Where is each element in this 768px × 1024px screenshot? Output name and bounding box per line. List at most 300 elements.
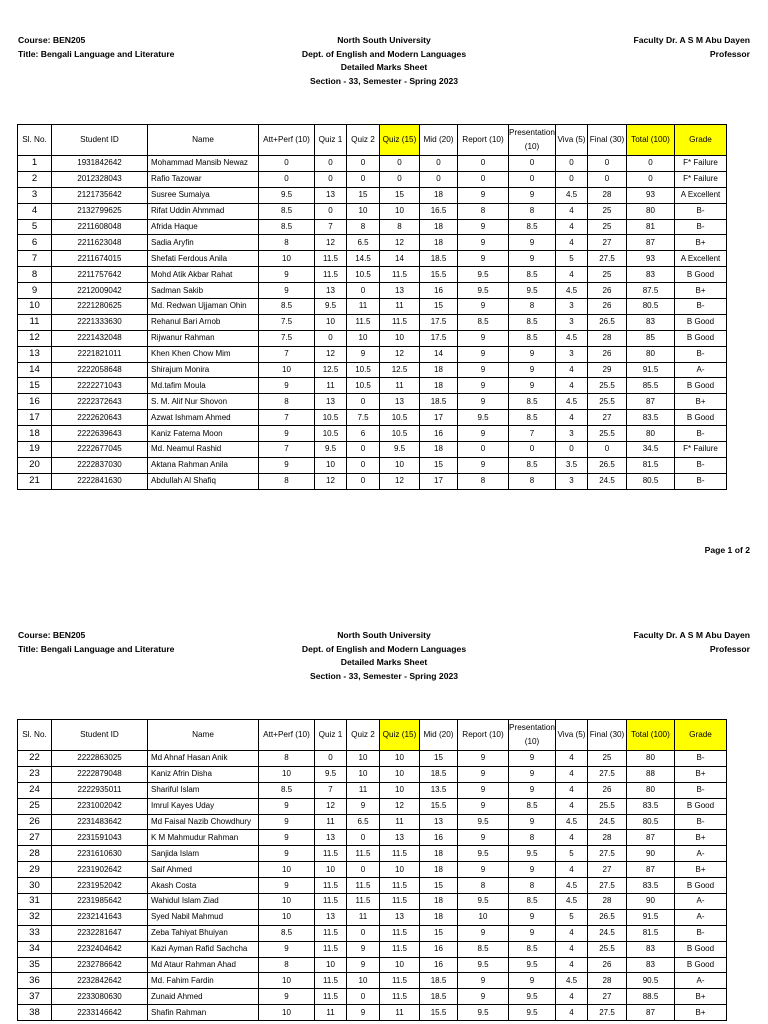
course-code: Course: BEN205	[18, 35, 86, 45]
cell-report: 9	[458, 925, 509, 941]
cell-grade: B+	[675, 766, 727, 782]
header-row	[18, 720, 727, 751]
cell-quiz-1: 7	[315, 782, 347, 798]
cell-sl-no: 37	[18, 989, 52, 1005]
cell-final: 25	[588, 751, 627, 767]
cell-quiz-2: 9	[347, 798, 380, 814]
cell-student-id: 2231591043	[52, 830, 148, 846]
cell-sl-no: 5	[18, 219, 52, 235]
cell-quiz-2: 11.5	[347, 314, 380, 330]
cell-student-name: Syed Nabil Mahmud	[148, 909, 259, 925]
cell-quiz-1: 11	[315, 1005, 347, 1021]
cell-sl-no: 10	[18, 299, 52, 315]
cell-student-id: 2222677045	[52, 442, 148, 458]
cell-total: 80.5	[627, 473, 675, 489]
cell-att-perf: 10	[259, 362, 315, 378]
cell-quiz-1: 10.5	[315, 426, 347, 442]
cell-mid: 15	[420, 751, 458, 767]
cell-grade: B+	[675, 830, 727, 846]
department-name: Dept. of English and Modern Languages	[301, 643, 467, 654]
cell-presentation: 8.5	[509, 894, 556, 910]
cell-presentation: 8.5	[509, 219, 556, 235]
cell-final: 26	[588, 346, 627, 362]
cell-report: 9	[458, 989, 509, 1005]
cell-viva: 4	[556, 766, 588, 782]
column-header-quiz-best: Quiz (15)	[380, 125, 420, 156]
cell-quiz-1: 11.5	[315, 894, 347, 910]
cell-sl-no: 26	[18, 814, 52, 830]
cell-presentation: 8.5	[509, 457, 556, 473]
cell-mid: 16	[420, 426, 458, 442]
cell-grade: B+	[675, 862, 727, 878]
cell-att-perf: 7	[259, 442, 315, 458]
cell-student-name: Sanjida Islam	[148, 846, 259, 862]
cell-student-name: Shefati Ferdous Anila	[148, 251, 259, 267]
cell-student-id: 2211623048	[52, 235, 148, 251]
cell-student-id: 2232842642	[52, 973, 148, 989]
cell-final: 0	[588, 171, 627, 187]
cell-report: 0	[458, 156, 509, 172]
cell-mid: 18	[420, 378, 458, 394]
cell-viva: 5	[556, 251, 588, 267]
cell-quiz-best: 11.5	[380, 973, 420, 989]
cell-student-name: Susree Sumaiya	[148, 187, 259, 203]
cell-presentation: 8	[509, 203, 556, 219]
cell-quiz-1: 0	[315, 156, 347, 172]
cell-viva: 4	[556, 941, 588, 957]
cell-student-name: Abdullah Al Shafiq	[148, 473, 259, 489]
table-row	[18, 973, 727, 989]
cell-presentation: 8.5	[509, 330, 556, 346]
table-row	[18, 1005, 727, 1021]
cell-mid: 16	[420, 957, 458, 973]
cell-viva: 4	[556, 235, 588, 251]
table-row	[18, 957, 727, 973]
cell-mid: 18	[420, 442, 458, 458]
cell-student-name: Shariful Islam	[148, 782, 259, 798]
column-header-final: Final (30)	[588, 720, 627, 751]
cell-mid: 13.5	[420, 782, 458, 798]
cell-final: 0	[588, 442, 627, 458]
cell-quiz-2: 0	[347, 283, 380, 299]
table-row	[18, 782, 727, 798]
cell-presentation: 9	[509, 925, 556, 941]
cell-sl-no: 14	[18, 362, 52, 378]
cell-student-id: 2221333630	[52, 314, 148, 330]
cell-quiz-1: 7	[315, 219, 347, 235]
cell-quiz-1: 10	[315, 457, 347, 473]
cell-quiz-2: 9	[347, 1005, 380, 1021]
cell-att-perf: 9	[259, 878, 315, 894]
cell-presentation: 8.5	[509, 394, 556, 410]
column-header-report: Report (10)	[458, 125, 509, 156]
cell-att-perf: 0	[259, 156, 315, 172]
cell-sl-no: 4	[18, 203, 52, 219]
cell-sl-no: 15	[18, 378, 52, 394]
cell-report: 9	[458, 457, 509, 473]
column-header-quiz-2: Quiz 2	[347, 720, 380, 751]
cell-quiz-1: 0	[315, 751, 347, 767]
cell-viva: 4	[556, 1005, 588, 1021]
table-row	[18, 426, 727, 442]
cell-grade: B Good	[675, 267, 727, 283]
cell-grade: A-	[675, 846, 727, 862]
cell-report: 8	[458, 203, 509, 219]
cell-mid: 0	[420, 171, 458, 187]
cell-quiz-1: 0	[315, 330, 347, 346]
cell-quiz-best: 12	[380, 473, 420, 489]
cell-total: 90	[627, 846, 675, 862]
cell-att-perf: 9	[259, 426, 315, 442]
cell-viva: 4	[556, 798, 588, 814]
cell-grade: B-	[675, 473, 727, 489]
column-header-mid: Mid (20)	[420, 125, 458, 156]
cell-att-perf: 8.5	[259, 782, 315, 798]
cell-total: 83.5	[627, 798, 675, 814]
cell-att-perf: 10	[259, 251, 315, 267]
cell-sl-no: 6	[18, 235, 52, 251]
cell-grade: B+	[675, 394, 727, 410]
cell-att-perf: 9	[259, 989, 315, 1005]
cell-final: 29	[588, 362, 627, 378]
column-header-viva: Viva (5)	[556, 125, 588, 156]
cell-quiz-2: 0	[347, 925, 380, 941]
cell-quiz-best: 15	[380, 187, 420, 203]
cell-presentation: 8.5	[509, 314, 556, 330]
cell-student-name: Aktana Rahman Anila	[148, 457, 259, 473]
cell-presentation: 7	[509, 426, 556, 442]
cell-sl-no: 18	[18, 426, 52, 442]
cell-quiz-best: 11.5	[380, 925, 420, 941]
cell-report: 9	[458, 251, 509, 267]
table-row	[18, 283, 727, 299]
cell-quiz-1: 11.5	[315, 251, 347, 267]
cell-quiz-2: 9	[347, 941, 380, 957]
cell-grade: B Good	[675, 957, 727, 973]
cell-student-name: Mohammad Mansib Newaz	[148, 156, 259, 172]
cell-quiz-2: 10	[347, 766, 380, 782]
cell-final: 24.5	[588, 925, 627, 941]
cell-att-perf: 7	[259, 346, 315, 362]
cell-report: 0	[458, 171, 509, 187]
department-name: Dept. of English and Modern Languages	[301, 48, 467, 59]
cell-sl-no: 8	[18, 267, 52, 283]
cell-student-name: Sadia Aryfin	[148, 235, 259, 251]
cell-student-name: Afrida Haque	[148, 219, 259, 235]
cell-viva: 4	[556, 362, 588, 378]
cell-quiz-1: 12	[315, 798, 347, 814]
cell-student-id: 2121735642	[52, 187, 148, 203]
cell-quiz-2: 10	[347, 330, 380, 346]
cell-student-name: Rifat Uddin Ahmmad	[148, 203, 259, 219]
table-row	[18, 878, 727, 894]
cell-total: 83	[627, 957, 675, 973]
cell-viva: 5	[556, 846, 588, 862]
cell-quiz-1: 11.5	[315, 925, 347, 941]
cell-final: 25.5	[588, 394, 627, 410]
cell-quiz-best: 11	[380, 378, 420, 394]
cell-report: 9	[458, 766, 509, 782]
cell-viva: 3.5	[556, 457, 588, 473]
table-row	[18, 830, 727, 846]
cell-grade: B Good	[675, 330, 727, 346]
cell-student-name: Zeba Tahiyat Bhuiyan	[148, 925, 259, 941]
cell-student-id: 1931842642	[52, 156, 148, 172]
cell-sl-no: 22	[18, 751, 52, 767]
cell-final: 27	[588, 410, 627, 426]
cell-report: 8.5	[458, 314, 509, 330]
cell-mid: 18	[420, 219, 458, 235]
cell-quiz-2: 9	[347, 346, 380, 362]
cell-final: 25.5	[588, 378, 627, 394]
cell-total: 0	[627, 171, 675, 187]
table-row	[18, 862, 727, 878]
cell-quiz-1: 12.5	[315, 362, 347, 378]
cell-viva: 3	[556, 473, 588, 489]
cell-total: 80	[627, 426, 675, 442]
cell-grade: B+	[675, 235, 727, 251]
faculty-info	[633, 34, 750, 61]
cell-quiz-best: 11.5	[380, 878, 420, 894]
cell-final: 25.5	[588, 798, 627, 814]
cell-att-perf: 8.5	[259, 925, 315, 941]
cell-report: 10	[458, 909, 509, 925]
cell-sl-no: 31	[18, 894, 52, 910]
cell-grade: B Good	[675, 378, 727, 394]
column-header-grade: Grade	[675, 125, 727, 156]
cell-total: 87	[627, 862, 675, 878]
table-row	[18, 442, 727, 458]
cell-mid: 16	[420, 830, 458, 846]
cell-quiz-best: 0	[380, 171, 420, 187]
cell-viva: 4.5	[556, 878, 588, 894]
cell-quiz-best: 14	[380, 251, 420, 267]
sheet-header	[0, 629, 768, 689]
cell-presentation: 9.5	[509, 957, 556, 973]
cell-final: 28	[588, 187, 627, 203]
cell-final: 25.5	[588, 941, 627, 957]
cell-presentation: 9	[509, 766, 556, 782]
cell-quiz-2: 11.5	[347, 846, 380, 862]
cell-total: 88	[627, 766, 675, 782]
cell-sl-no: 20	[18, 457, 52, 473]
cell-grade: B Good	[675, 878, 727, 894]
column-header-student-id: Student ID	[52, 125, 148, 156]
cell-presentation: 9.5	[509, 989, 556, 1005]
cell-quiz-2: 10	[347, 751, 380, 767]
cell-student-id: 2222879048	[52, 766, 148, 782]
cell-report: 9.5	[458, 1005, 509, 1021]
cell-quiz-1: 11.5	[315, 878, 347, 894]
cell-quiz-best: 11.5	[380, 846, 420, 862]
cell-student-name: K M Mahmudur Rahman	[148, 830, 259, 846]
cell-quiz-1: 9.5	[315, 442, 347, 458]
cell-total: 87	[627, 235, 675, 251]
table-row	[18, 410, 727, 426]
column-header-student-name: Name	[148, 125, 259, 156]
cell-viva: 4	[556, 219, 588, 235]
cell-presentation: 9	[509, 235, 556, 251]
cell-att-perf: 10	[259, 1005, 315, 1021]
cell-presentation: 9.5	[509, 283, 556, 299]
cell-grade: B-	[675, 203, 727, 219]
cell-total: 93	[627, 187, 675, 203]
cell-student-id: 2232281647	[52, 925, 148, 941]
university-name: North South University	[337, 35, 431, 45]
cell-sl-no: 1	[18, 156, 52, 172]
cell-mid: 15.5	[420, 267, 458, 283]
cell-viva: 4	[556, 830, 588, 846]
sheet-header	[0, 34, 768, 94]
cell-quiz-1: 12	[315, 235, 347, 251]
page-2	[0, 629, 768, 1018]
cell-quiz-2: 0	[347, 830, 380, 846]
cell-att-perf: 8	[259, 394, 315, 410]
cell-total: 80	[627, 751, 675, 767]
cell-quiz-1: 12	[315, 473, 347, 489]
cell-final: 26.5	[588, 457, 627, 473]
cell-grade: B-	[675, 299, 727, 315]
cell-grade: B+	[675, 1005, 727, 1021]
cell-quiz-1: 11.5	[315, 846, 347, 862]
cell-att-perf: 9	[259, 283, 315, 299]
cell-student-id: 2222271043	[52, 378, 148, 394]
cell-total: 90.5	[627, 973, 675, 989]
cell-total: 81	[627, 219, 675, 235]
cell-student-id: 2132799625	[52, 203, 148, 219]
cell-presentation: 9.5	[509, 846, 556, 862]
cell-grade: B-	[675, 346, 727, 362]
cell-total: 91.5	[627, 909, 675, 925]
cell-final: 27	[588, 235, 627, 251]
cell-grade: B-	[675, 925, 727, 941]
cell-student-id: 2221432048	[52, 330, 148, 346]
cell-att-perf: 7.5	[259, 330, 315, 346]
cell-grade: B-	[675, 782, 727, 798]
cell-student-name: Rehanul Bari Arnob	[148, 314, 259, 330]
cell-grade: B-	[675, 426, 727, 442]
cell-student-name: Md Faisal Nazib Chowdhury	[148, 814, 259, 830]
cell-report: 9.5	[458, 814, 509, 830]
faculty-name: Faculty Dr. A S M Abu Dayen	[633, 35, 750, 45]
cell-quiz-best: 10	[380, 957, 420, 973]
cell-quiz-2: 0	[347, 171, 380, 187]
cell-quiz-best: 10	[380, 330, 420, 346]
cell-quiz-2: 10	[347, 973, 380, 989]
cell-student-id: 2222372643	[52, 394, 148, 410]
cell-sl-no: 3	[18, 187, 52, 203]
cell-grade: A-	[675, 894, 727, 910]
column-header-total: Total (100)	[627, 720, 675, 751]
cell-quiz-best: 13	[380, 394, 420, 410]
cell-total: 90	[627, 894, 675, 910]
cell-att-perf: 8	[259, 235, 315, 251]
cell-quiz-1: 0	[315, 203, 347, 219]
cell-presentation: 0	[509, 171, 556, 187]
table-row	[18, 251, 727, 267]
cell-student-name: Md. Fahim Fardin	[148, 973, 259, 989]
cell-total: 80.5	[627, 814, 675, 830]
cell-student-id: 2232786642	[52, 957, 148, 973]
page-1	[0, 34, 768, 555]
cell-student-name: Khen Khen Chow Mim	[148, 346, 259, 362]
cell-report: 9	[458, 187, 509, 203]
cell-sl-no: 16	[18, 394, 52, 410]
cell-presentation: 9	[509, 782, 556, 798]
cell-sl-no: 29	[18, 862, 52, 878]
cell-viva: 4.5	[556, 394, 588, 410]
cell-report: 9	[458, 782, 509, 798]
cell-student-id: 2222935011	[52, 782, 148, 798]
cell-grade: F* Failure	[675, 156, 727, 172]
cell-quiz-2: 6.5	[347, 814, 380, 830]
cell-att-perf: 9	[259, 830, 315, 846]
cell-report: 9	[458, 378, 509, 394]
cell-total: 93	[627, 251, 675, 267]
cell-mid: 18	[420, 187, 458, 203]
section-info: Section - 33, Semester - Spring 2023	[309, 670, 459, 681]
cell-student-id: 2222837030	[52, 457, 148, 473]
cell-presentation: 9	[509, 814, 556, 830]
cell-mid: 16.5	[420, 203, 458, 219]
cell-total: 81.5	[627, 457, 675, 473]
column-header-quiz-2: Quiz 2	[347, 125, 380, 156]
table-row	[18, 187, 727, 203]
table-row	[18, 473, 727, 489]
cell-quiz-2: 11	[347, 782, 380, 798]
sheet-title: Detailed Marks Sheet	[340, 657, 428, 667]
cell-final: 25	[588, 267, 627, 283]
cell-quiz-1: 11.5	[315, 267, 347, 283]
cell-viva: 4	[556, 267, 588, 283]
table-row	[18, 909, 727, 925]
cell-presentation: 9	[509, 973, 556, 989]
cell-viva: 4	[556, 203, 588, 219]
cell-grade: F* Failure	[675, 442, 727, 458]
cell-report: 9.5	[458, 894, 509, 910]
cell-total: 83	[627, 941, 675, 957]
cell-quiz-2: 10.5	[347, 378, 380, 394]
cell-quiz-1: 11	[315, 378, 347, 394]
cell-mid: 18	[420, 894, 458, 910]
cell-quiz-best: 10.5	[380, 426, 420, 442]
table-row	[18, 457, 727, 473]
cell-student-id: 2212009042	[52, 283, 148, 299]
cell-sl-no: 23	[18, 766, 52, 782]
cell-report: 8	[458, 878, 509, 894]
cell-final: 27.5	[588, 878, 627, 894]
cell-quiz-best: 10	[380, 782, 420, 798]
table-row	[18, 989, 727, 1005]
cell-final: 25.5	[588, 426, 627, 442]
table-row	[18, 362, 727, 378]
cell-report: 9	[458, 798, 509, 814]
cell-presentation: 8.5	[509, 267, 556, 283]
cell-quiz-1: 13	[315, 283, 347, 299]
cell-quiz-best: 11.5	[380, 267, 420, 283]
column-header-report: Report (10)	[458, 720, 509, 751]
cell-viva: 4.5	[556, 330, 588, 346]
cell-grade: B Good	[675, 314, 727, 330]
cell-quiz-best: 11	[380, 299, 420, 315]
cell-att-perf: 9	[259, 846, 315, 862]
marks-table-page-1	[17, 124, 727, 490]
cell-quiz-best: 11	[380, 1005, 420, 1021]
cell-quiz-2: 6.5	[347, 235, 380, 251]
cell-sl-no: 12	[18, 330, 52, 346]
cell-student-name: Shirajum Monira	[148, 362, 259, 378]
cell-viva: 4.5	[556, 894, 588, 910]
